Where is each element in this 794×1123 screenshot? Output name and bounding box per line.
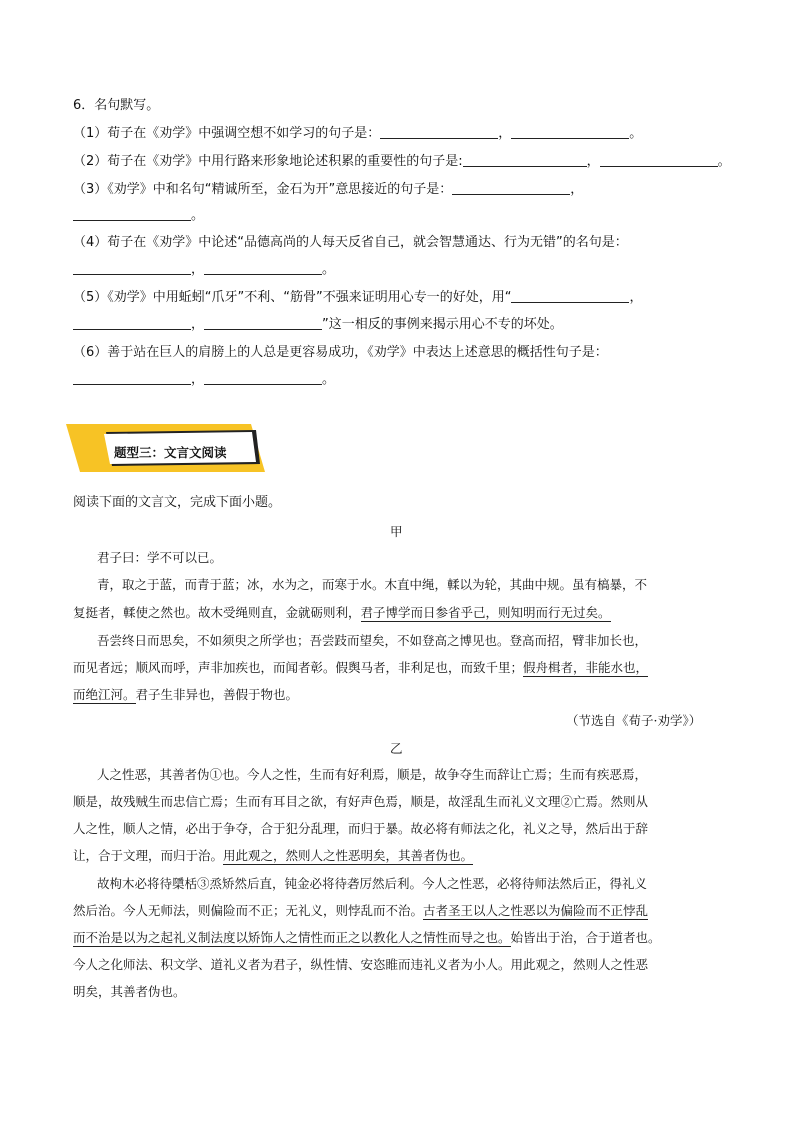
underlined-sentence: 假舟楫者，非能水也， bbox=[523, 660, 649, 675]
period: 。 bbox=[629, 126, 643, 141]
answer-blank[interactable] bbox=[204, 316, 322, 330]
reading-instruction: 阅读下面的文言文，完成下面小题。 bbox=[73, 495, 282, 510]
question-5 bbox=[73, 289, 642, 307]
separator: ， bbox=[191, 317, 205, 332]
separator: ， bbox=[498, 126, 512, 141]
text-run: 始皆出于治，合于道者也。 bbox=[510, 930, 661, 945]
answer-blank[interactable] bbox=[511, 125, 629, 139]
yi-paragraph-2-line-2 bbox=[73, 902, 648, 920]
section-title: 题型三：文言文阅读 bbox=[114, 445, 227, 460]
question-2 bbox=[73, 153, 731, 171]
underlined-sentence: 而绝江河。 bbox=[73, 687, 136, 702]
question-4-text: （4）荀子在《劝学》中论述“品德高尚的人每天反省自己，就会智慧通达、行为无错”的名句是： bbox=[73, 235, 628, 250]
underlined-sentence: 君子博学而日参省乎己，则知明而行无过矣。 bbox=[360, 605, 611, 620]
answer-blank[interactable] bbox=[380, 125, 498, 139]
answer-blank[interactable] bbox=[452, 181, 570, 195]
question-1 bbox=[73, 125, 642, 143]
jia-paragraph-3-line-1: 吾尝终日而思矣，不如须臾之所学也；吾尝跂而望矣，不如登高之博见也。登高而招，臂非加长也， bbox=[97, 633, 648, 648]
text-run: 而见者远；顺风而呼，声非加疾也，而闻者彰。假舆马者，非利足也，而致千里； bbox=[73, 660, 524, 675]
question-2-text: （2）荀子在《劝学》中用行路来形象地论述积累的重要性的句子是: bbox=[73, 154, 463, 169]
period: 。 bbox=[191, 208, 205, 223]
answer-blank[interactable] bbox=[600, 153, 718, 167]
jia-paragraph-3-line-3 bbox=[73, 686, 298, 704]
jia-paragraph-2-line-1: 青，取之于蓝，而青于蓝；冰，水为之，而寒于水。木直中绳，輮以为轮，其曲中规。虽有槁暴，不 bbox=[97, 577, 648, 592]
separator: ， bbox=[191, 262, 205, 277]
question-5-tail: ”这一相反的事例来揭示用心不专的坏处。 bbox=[322, 317, 563, 332]
jia-paragraph-3-line-2 bbox=[73, 659, 648, 677]
question-6 bbox=[73, 344, 608, 362]
question-heading: 6．名句默写。 bbox=[73, 98, 160, 113]
yi-paragraph-2-line-1: 故枸木必将待檃栝③烝矫然后直，钝金必将待砻厉然后利。今人之性恶，必将待师法然后正，得礼义 bbox=[97, 876, 648, 891]
answer-blank[interactable] bbox=[73, 261, 191, 275]
answer-blank[interactable] bbox=[463, 153, 587, 167]
underlined-sentence: 古者圣王以人之性恶以为偏险而不正悖乱 bbox=[423, 903, 649, 918]
yi-paragraph-2-line-4: 今人之化师法、积文学、道礼义者为君子，纵性情、安恣睢而违礼义者为小人。用此观之，然则人之性恶 bbox=[73, 957, 649, 972]
question-5-cont bbox=[73, 316, 563, 334]
text-run: 让，合于文理，而归于治。 bbox=[73, 848, 224, 863]
text-run: 然后治。今人无师法，则偏险而不正；无礼义，则悖乱而不治。 bbox=[73, 903, 424, 918]
jia-source: （节选自《荀子·劝学》） bbox=[566, 713, 702, 728]
separator: ， bbox=[629, 290, 643, 305]
period: 。 bbox=[322, 262, 336, 277]
text-run: 复挺者，輮使之然也。故木受绳则直，金就砺则利， bbox=[73, 605, 361, 620]
text-run: 君子生非异也，善假于物也。 bbox=[135, 687, 299, 702]
passage-yi-label: 乙 bbox=[390, 741, 403, 756]
question-6-text: （6）善于站在巨人的肩膀上的人总是更容易成功，《劝学》中表达上述意思的概括性句子是： bbox=[73, 345, 608, 360]
yi-paragraph-1-line-2: 顺是，故残贼生而忠信亡焉；生而有耳目之欲，有好声色焉，顺是，故淫乱生而礼义文理②亡焉。然则从 bbox=[73, 794, 649, 809]
separator: ， bbox=[586, 154, 600, 169]
separator: ， bbox=[570, 182, 584, 197]
separator: ， bbox=[191, 372, 205, 387]
answer-blank[interactable] bbox=[204, 261, 322, 275]
question-3-cont bbox=[73, 207, 204, 225]
question-6-cont bbox=[73, 371, 335, 389]
period: 。 bbox=[322, 372, 336, 387]
answer-blank[interactable] bbox=[204, 371, 322, 385]
yi-paragraph-1-line-4 bbox=[73, 847, 473, 865]
passage-jia-label: 甲 bbox=[390, 524, 403, 539]
jia-paragraph-2-line-2 bbox=[73, 604, 611, 622]
question-5-text: （5）《劝学》中用蚯蚓“爪牙”不利、“筋骨”不强来证明用心专一的好处，用“ bbox=[73, 290, 512, 305]
answer-blank[interactable] bbox=[73, 207, 191, 221]
yi-paragraph-1-line-3: 人之性，顺人之情，必出于争夺，合于犯分乱理，而归于暴。故必将有师法之化，礼义之导，然后出于辞 bbox=[73, 821, 649, 836]
question-3 bbox=[73, 181, 583, 199]
question-3-text: （3）《劝学》中和名句“精诚所至，金石为开”意思接近的句子是： bbox=[73, 182, 453, 197]
yi-paragraph-1-line-1: 人之性恶，其善者伪①也。今人之性，生而有好利焉，顺是，故争夺生而辞让亡焉；生而有疾恶焉， bbox=[97, 767, 648, 782]
question-4-cont bbox=[73, 261, 335, 279]
underlined-sentence: 用此观之，然则人之性恶明矣，其善者伪也。 bbox=[223, 848, 474, 863]
answer-blank[interactable] bbox=[73, 371, 191, 385]
answer-blank[interactable] bbox=[511, 289, 629, 303]
question-4 bbox=[73, 234, 628, 252]
yi-paragraph-2-line-5: 明矣，其善者伪也。 bbox=[73, 984, 186, 999]
yi-paragraph-2-line-3 bbox=[73, 929, 661, 947]
period: 。 bbox=[717, 154, 731, 169]
underlined-sentence: 而不治是以为之起礼义制法度以矫饰人之情性而正之以教化人之情性而导之也。 bbox=[73, 930, 511, 945]
question-1-text: （1）荀子在《劝学》中强调空想不如学习的句子是： bbox=[73, 126, 381, 141]
jia-paragraph-1: 君子曰：学不可以已。 bbox=[97, 550, 223, 565]
answer-blank[interactable] bbox=[73, 316, 191, 330]
